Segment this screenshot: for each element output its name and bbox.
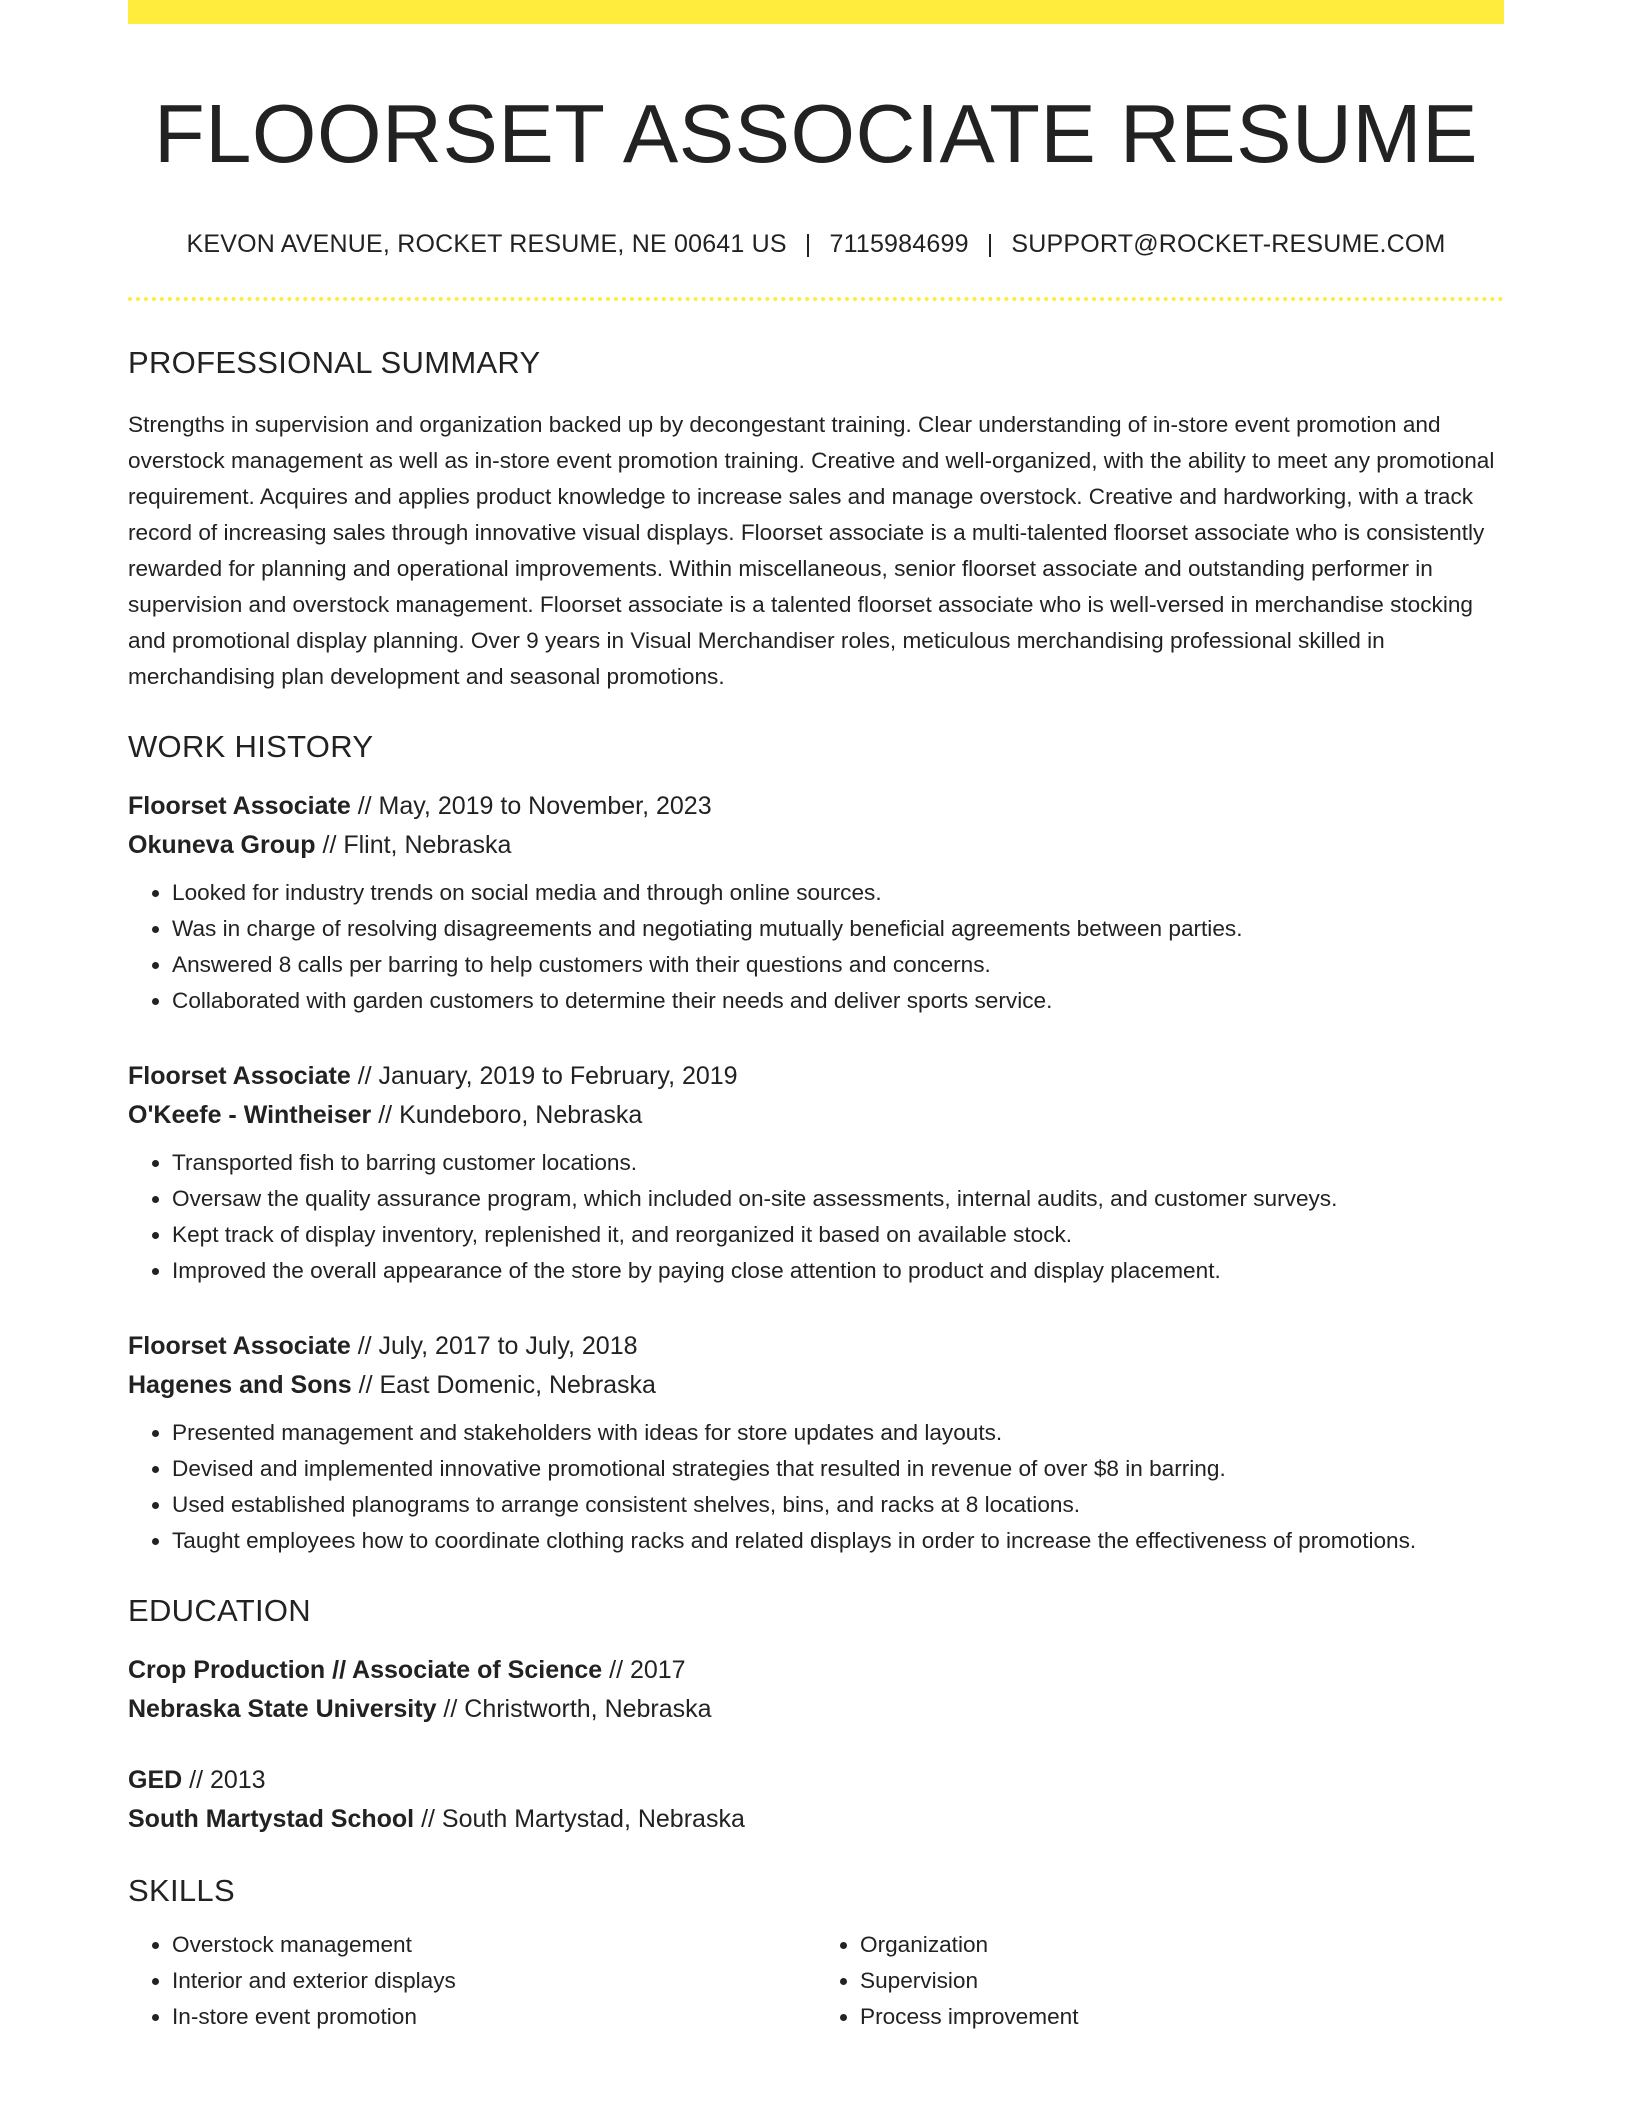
job-bullets [128,1415,1504,1559]
contact-separator: | [804,229,812,258]
list-item: • Oversaw the quality assurance program, which included on-site assessments, internal audits, and customer surveys. [172,1181,1504,1217]
job-title: Floorset Associate [128,1061,351,1090]
education-school: Nebraska State University [128,1694,437,1723]
skills-column-left [128,1927,816,2035]
job-title-line [128,1057,1504,1096]
job-dates: // July, 2017 to July, 2018 [350,1331,638,1360]
education-school: South Martystad School [128,1804,415,1833]
list-item: • Process improvement [860,1999,1504,2035]
job-title-line [128,1327,1504,1366]
education-degree-line [128,1761,1504,1800]
contact-address: KEVON AVENUE, ROCKET RESUME, NE 00641 US [186,229,787,258]
job-bullets [128,1145,1504,1289]
dotted-divider [128,297,1504,301]
education-location: // Christworth, Nebraska [436,1694,712,1723]
contact-separator: | [986,229,994,258]
job-title-line [128,787,1504,826]
top-accent-bar [128,0,1504,24]
education-location: // South Martystad, Nebraska [414,1804,745,1833]
job-company-line [128,1096,1504,1135]
work-history-heading: WORK HISTORY [128,728,374,764]
job-company: Okuneva Group [128,830,316,859]
resume-content [128,0,1504,2035]
job-title: Floorset Associate [128,1331,351,1360]
list-item: • Devised and implemented innovative promotional strategies that resulted in revenue of over $8 in barring. [172,1451,1504,1487]
education-year: // 2017 [602,1655,686,1684]
contact-line [128,230,1504,259]
education-heading: EDUCATION [128,1592,311,1628]
skills-list [128,1927,1504,2035]
contact-email: SUPPORT@ROCKET-RESUME.COM [1011,229,1446,258]
contact-phone: 7115984699 [829,229,969,258]
page-title: FLOORSET ASSOCIATE RESUME [154,87,1478,180]
education-degree: Crop Production // Associate of Science [128,1655,603,1684]
list-item: • Looked for industry trends on social media and through online sources. [172,875,1504,911]
job-entry [128,1057,1504,1289]
education-degree-line [128,1651,1504,1690]
job-location: // Flint, Nebraska [315,830,512,859]
job-dates: // May, 2019 to November, 2023 [350,791,712,820]
list-item: • Transported fish to barring customer locations. [172,1145,1504,1181]
education-school-line [128,1800,1504,1839]
list-item: • Organization [860,1927,1504,1963]
job-entry [128,1327,1504,1559]
job-entry [128,787,1504,1019]
job-bullets [128,875,1504,1019]
list-item: • Supervision [860,1963,1504,1999]
list-item: • Improved the overall appearance of the store by paying close attention to product and display placement. [172,1253,1504,1289]
education-school-line [128,1690,1504,1729]
list-item: • Answered 8 calls per barring to help customers with their questions and concerns. [172,947,1504,983]
job-company: Hagenes and Sons [128,1370,352,1399]
list-item: • Taught employees how to coordinate clothing racks and related displays in order to increase the effectiveness of promotions. [172,1523,1504,1559]
summary-text: Strengths in supervision and organization backed up by decongestant training. Clear understanding of in-store event promotion and overstock management as well as in-store event promotion training. Creative and well-organized, with the ability to meet any promotional requirement. Acquires and applies product knowledge to increase sales and manage overstock. Creative and hardworking, with a track record of increasing sales through innovative visual displays. Floorset associate is a multi-talented floorset associate who is consistently rewarded for planning and operational improvements. Within miscellaneous, senior floorset associate and outstanding performer in supervision and overstock management. Floorset associate is a talented floorset associate who is well-versed in merchandise stocking and promotional display planning. Over 9 years in Visual Merchandiser roles, meticulous merchandising professional skilled in merchandising plan development and seasonal promotions. [128,411,1495,689]
education-degree: GED [128,1765,183,1794]
list-item: • In-store event promotion [172,1999,816,2035]
list-item: • Interior and exterior displays [172,1963,816,1999]
summary-heading: PROFESSIONAL SUMMARY [128,344,541,380]
list-item: • Kept track of display inventory, replenished it, and reorganized it based on available stock. [172,1217,1504,1253]
list-item: • Presented management and stakeholders with ideas for store updates and layouts. [172,1415,1504,1451]
job-company: O'Keefe - Wintheiser [128,1100,372,1129]
job-title: Floorset Associate [128,791,351,820]
list-item: • Was in charge of resolving disagreements and negotiating mutually beneficial agreements between parties. [172,911,1504,947]
job-dates: // January, 2019 to February, 2019 [350,1061,738,1090]
skills-column-right [816,1927,1504,2035]
list-item: • Overstock management [172,1927,816,1963]
skills-heading: SKILLS [128,1872,235,1908]
education-entry [128,1761,1504,1839]
job-company-line [128,1366,1504,1405]
job-location: // Kundeboro, Nebraska [371,1100,643,1129]
job-company-line [128,826,1504,865]
education-year: // 2013 [182,1765,266,1794]
education-entry [128,1651,1504,1729]
job-location: // East Domenic, Nebraska [351,1370,656,1399]
list-item: • Used established planograms to arrange consistent shelves, bins, and racks at 8 locations. [172,1487,1504,1523]
list-item: • Collaborated with garden customers to determine their needs and deliver sports service. [172,983,1504,1019]
